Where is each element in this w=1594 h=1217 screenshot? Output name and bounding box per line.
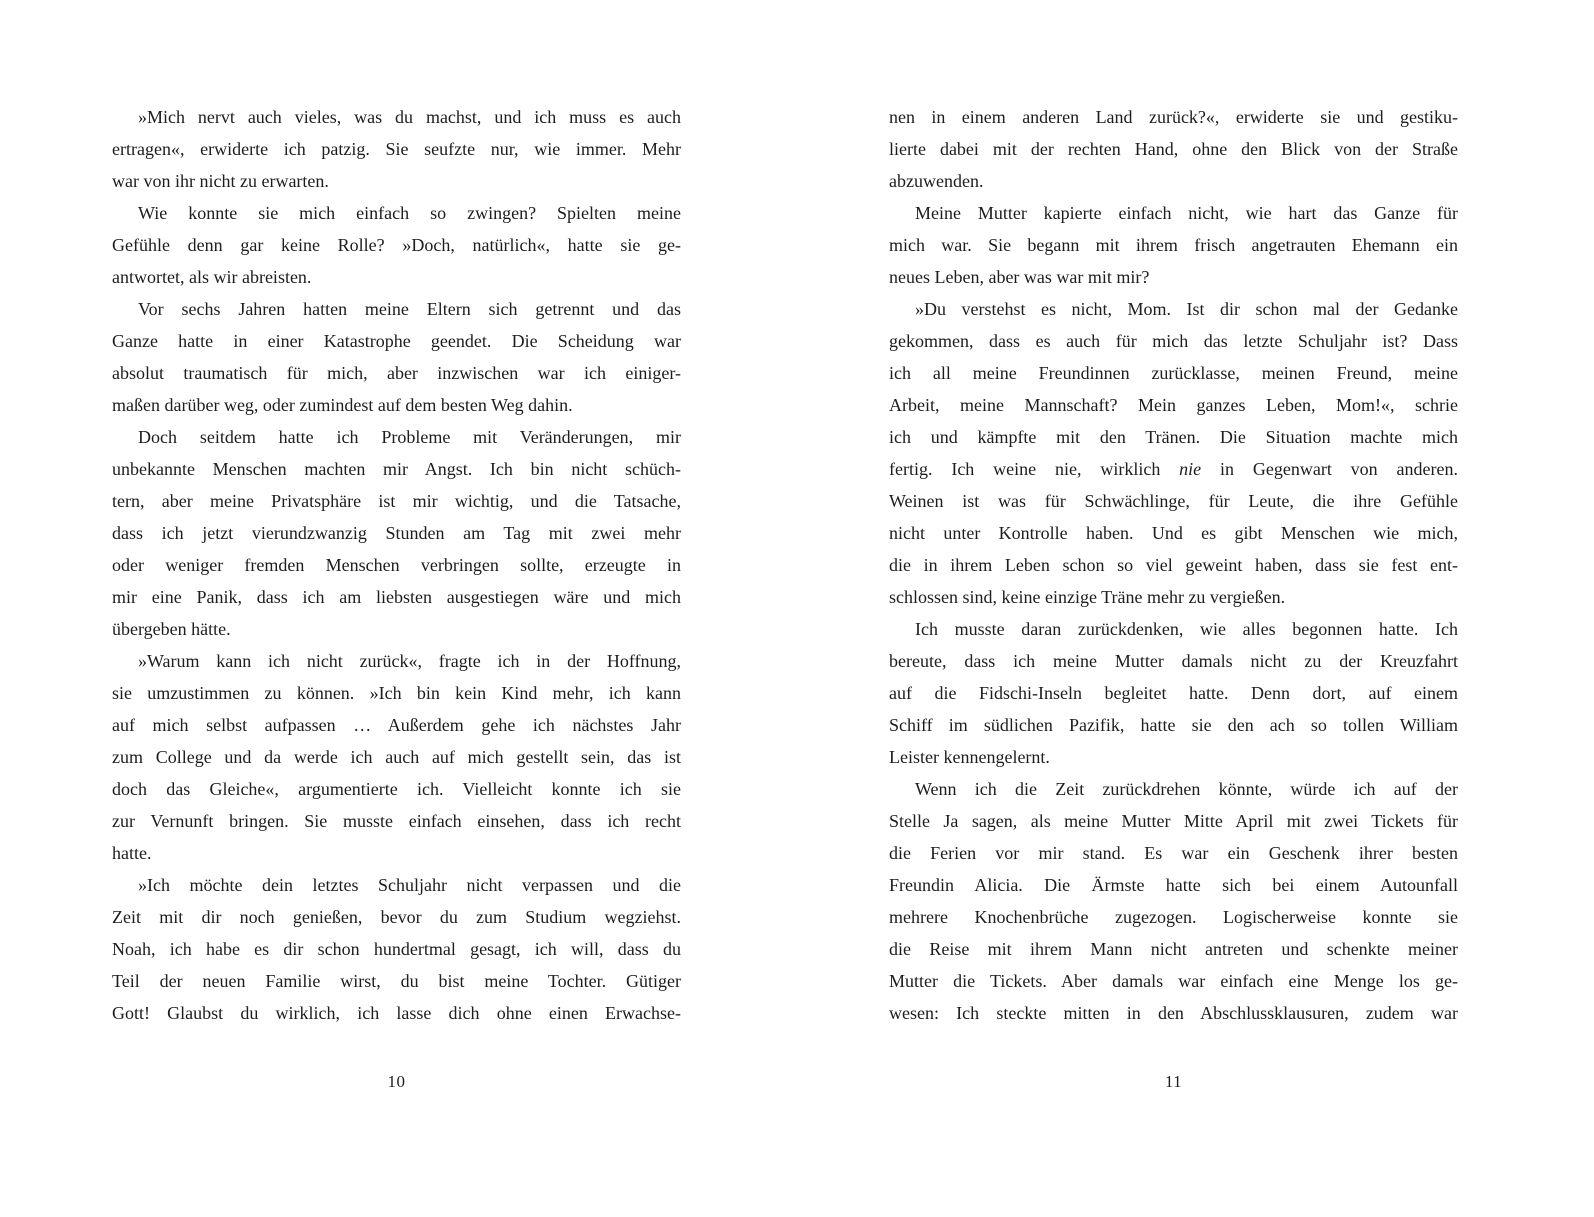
text-line: gekommen, dass es auch für mich das letzte Schuljahr ist? Dass: [889, 331, 1458, 351]
text-line: Mutter die Tickets. Aber damals war einfach eine Menge los ge-: [889, 971, 1458, 991]
text-line: die Ferien vor mir stand. Es war ein Geschenk ihrer besten: [889, 843, 1458, 863]
text-line: Teil der neuen Familie wirst, du bist meine Tochter. Gütiger: [112, 971, 681, 991]
text-line: Ich musste daran zurückdenken, wie alles begonnen hatte. Ich: [915, 619, 1458, 639]
text-line: Vor sechs Jahren hatten meine Eltern sich getrennt und das: [138, 299, 681, 319]
text-line: mehrere Knochenbrüche zugezogen. Logischerweise konnte sie: [889, 907, 1458, 927]
text-line: mich war. Sie begann mit ihrem frisch angetrauten Ehemann ein: [889, 235, 1458, 255]
text-segment: in Gegenwart von anderen.: [1201, 459, 1458, 479]
text-line: lierte dabei mit der rechten Hand, ohne den Blick von der Straße: [889, 139, 1458, 159]
text-line: Gefühle denn gar keine Rolle? »Doch, natürlich«, hatte sie ge-: [112, 235, 681, 255]
text-line: Wie konnte sie mich einfach so zwingen? Spielten meine: [138, 203, 681, 223]
text-line: Noah, ich habe es dir schon hundertmal gesagt, ich will, dass du: [112, 939, 681, 959]
text-line: Zeit mit dir noch genießen, bevor du zum Studium wegziehst.: [112, 907, 681, 927]
paragraph: [112, 293, 681, 421]
text-line: zur Vernunft bringen. Sie musste einfach einsehen, dass ich recht: [112, 811, 681, 831]
italic-text: nie: [1179, 459, 1202, 479]
text-line: Doch seitdem hatte ich Probleme mit Veränderungen, mir: [138, 427, 681, 447]
paragraph: [889, 197, 1458, 293]
text-line: die Reise mit ihrem Mann nicht antreten und schenkte meiner: [889, 939, 1458, 959]
text-line: nicht unter Kontrolle haben. Und es gibt Menschen wie mich,: [889, 523, 1458, 543]
paragraph: [889, 101, 1458, 197]
text-line: mir eine Panik, dass ich am liebsten ausgestiegen wäre und mich: [112, 587, 681, 607]
text-line: war von ihr nicht zu erwarten.: [112, 171, 329, 191]
text-line: schlossen sind, keine einzige Träne mehr zu vergießen.: [889, 587, 1286, 607]
text-line: bereute, dass ich meine Mutter damals nicht zu der Kreuzfahrt: [889, 651, 1458, 671]
text-line: tern, aber meine Privatsphäre ist mir wichtig, und die Tatsache,: [112, 491, 681, 511]
text-line: Ganze hatte in einer Katastrophe geendet. Die Scheidung war: [112, 331, 681, 351]
text-line: Wenn ich die Zeit zurückdrehen könnte, würde ich auf der: [915, 779, 1458, 799]
paragraph: [889, 293, 1458, 613]
text-line: Gott! Glaubst du wirklich, ich lasse dich ohne einen Erwachse-: [112, 1003, 681, 1023]
text-line: sie umzustimmen zu können. »Ich bin kein Kind mehr, ich kann: [112, 683, 681, 703]
text-line: »Mich nervt auch vieles, was du machst, und ich muss es auch: [138, 107, 681, 127]
text-line: absolut traumatisch für mich, aber inzwischen war ich einiger-: [112, 363, 681, 383]
paragraph: [112, 421, 681, 645]
text-line: antwortet, als wir abreisten.: [112, 267, 312, 287]
text-line: dass ich jetzt vierundzwanzig Stunden am Tag mit zwei mehr: [112, 523, 681, 543]
text-line: Stelle Ja sagen, als meine Mutter Mitte April mit zwei Tickets für: [889, 811, 1458, 831]
paragraph: [112, 101, 681, 197]
paragraph: [112, 869, 681, 1029]
text-line: abzuwenden.: [889, 171, 984, 191]
text-line: [889, 453, 1458, 485]
page-number-left: 10: [387, 1072, 406, 1091]
text-line: übergeben hätte.: [112, 619, 231, 639]
text-line: »Du verstehst es nicht, Mom. Ist dir schon mal der Gedanke: [915, 299, 1458, 319]
page-number-right: 11: [1164, 1072, 1183, 1091]
text-line: hatte.: [112, 843, 152, 863]
text-line: wesen: Ich steckte mitten in den Abschlussklausuren, zudem war: [889, 1003, 1458, 1023]
text-line: »Ich möchte dein letztes Schuljahr nicht verpassen und die: [138, 875, 681, 895]
text-line: neues Leben, aber was war mit mir?: [889, 267, 1150, 287]
text-line: ich und kämpfte mit den Tränen. Die Situation machte mich: [889, 427, 1458, 447]
paragraph: [889, 773, 1458, 1029]
text-line: ertragen«, erwiderte ich patzig. Sie seufzte nur, wie immer. Mehr: [112, 139, 681, 159]
text-line: ich all meine Freundinnen zurücklasse, meinen Freund, meine: [889, 363, 1458, 383]
text-line: die in ihrem Leben schon so viel geweint haben, dass sie fest ent-: [889, 555, 1458, 575]
page-right-text: [889, 101, 1458, 1029]
text-line: Weinen ist was für Schwächlinge, für Leute, die ihre Gefühle: [889, 491, 1458, 511]
text-line: Leister kennengelernt.: [889, 747, 1050, 767]
paragraph: [112, 197, 681, 293]
text-segment: fertig. Ich weine nie, wirklich: [889, 459, 1180, 479]
paragraph: [889, 613, 1458, 773]
text-line: Freundin Alicia. Die Ärmste hatte sich bei einem Autounfall: [889, 875, 1458, 895]
text-line: »Warum kann ich nicht zurück«, fragte ich in der Hoffnung,: [138, 651, 681, 671]
text-line: oder weniger fremden Menschen verbringen sollte, erzeugte in: [112, 555, 681, 575]
text-line: Schiff im südlichen Pazifik, hatte sie den ach so tollen William: [889, 715, 1458, 735]
text-line: auf mich selbst aufpassen … Außerdem gehe ich nächstes Jahr: [112, 715, 681, 735]
text-line: doch das Gleiche«, argumentierte ich. Vielleicht konnte ich sie: [112, 779, 681, 799]
text-line: zum College und da werde ich auch auf mich gestellt sein, das ist: [112, 747, 681, 767]
text-line: Arbeit, meine Mannschaft? Mein ganzes Leben, Mom!«, schrie: [889, 395, 1458, 415]
page-left-text: [112, 101, 681, 1029]
text-line: maßen darüber weg, oder zumindest auf dem besten Weg dahin.: [112, 395, 573, 415]
text-line: nen in einem anderen Land zurück?«, erwiderte sie und gestiku-: [889, 107, 1458, 127]
text-line: Meine Mutter kapierte einfach nicht, wie hart das Ganze für: [915, 203, 1458, 223]
paragraph: [112, 645, 681, 869]
text-line: unbekannte Menschen machten mir Angst. Ich bin nicht schüch-: [112, 459, 681, 479]
text-line: auf die Fidschi-Inseln begleitet hatte. Denn dort, auf einem: [889, 683, 1458, 703]
